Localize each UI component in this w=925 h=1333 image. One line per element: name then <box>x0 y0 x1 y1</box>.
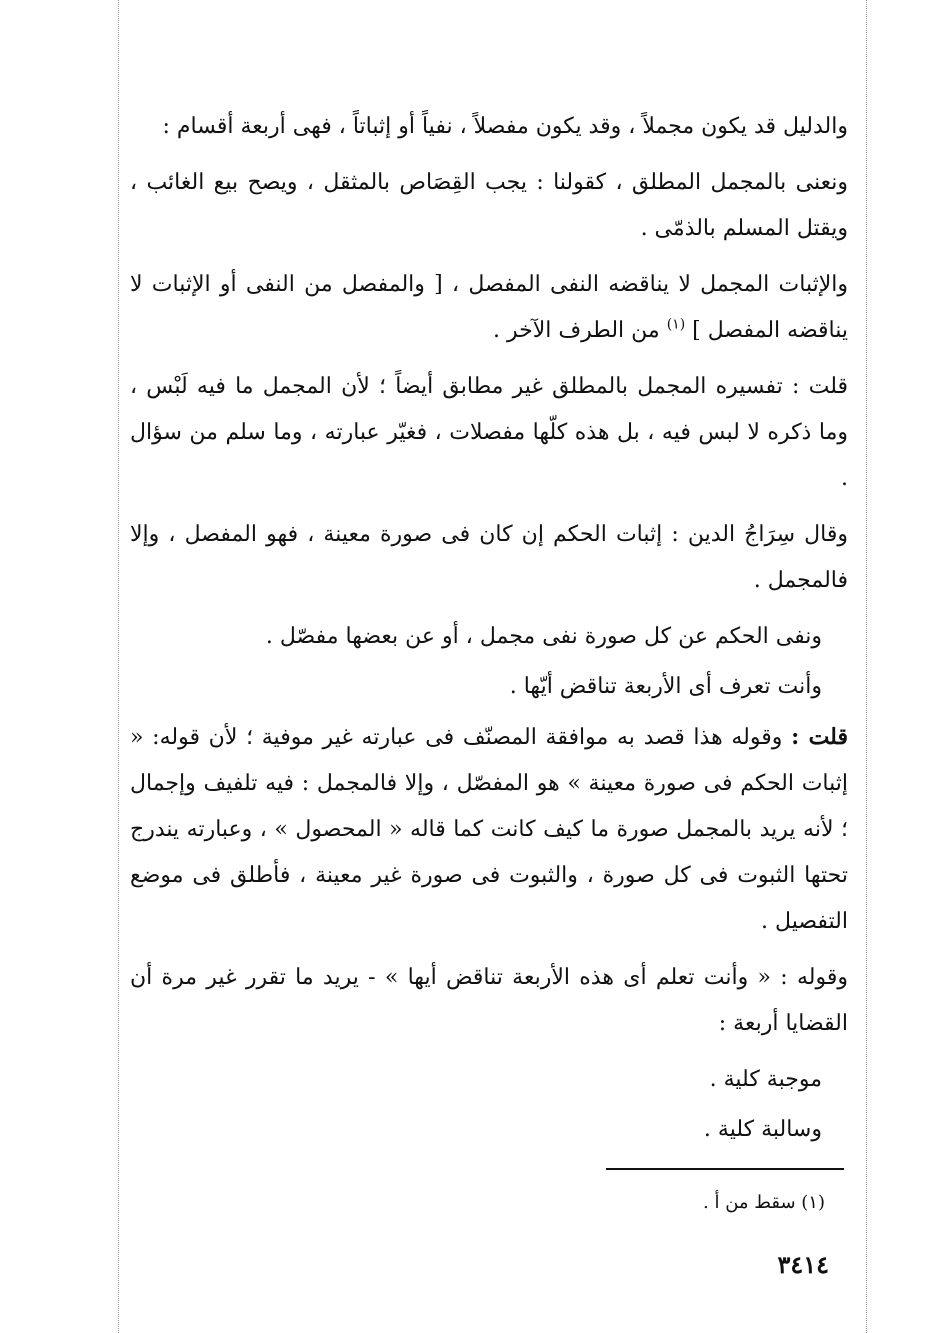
page-number: ٣٤١٤ <box>777 1250 829 1279</box>
paragraph-3-tail: من الطرف الآخر . <box>492 318 660 343</box>
paragraph-7: وأنت تعرف أى الأربعة تناقض أيّها . <box>509 674 822 699</box>
paragraph-6: ونفى الحكم عن كل صورة نفى مجمل ، أو عن بعضها مفصّل . <box>265 624 822 649</box>
qult-label: قلت : <box>791 724 848 750</box>
paragraph-1: والدليل قد يكون مجملاً ، وقد يكون مفصلاً ، نفياً أو إثباتاً ، فهى أربعة أقسام : <box>162 114 848 139</box>
footnote: (١) سقط من أ . <box>703 1192 825 1213</box>
scan-edge-right <box>866 0 867 1333</box>
paragraph-9: وقوله : « وأنت تعلم أى هذه الأربعة تناقض أيها » - يريد ما تقرر غير مرة أن القضايا أربعة : <box>130 965 848 1036</box>
paragraph-3-text: والإثبات المجمل لا يناقضه النفى المفصل ، [ والمفصل من النفى أو الإثبات لا يناقضه المفصل ] <box>130 272 848 343</box>
paragraph-4: قلت : تفسيره المجمل بالمطلق غير مطابق أيضاً ؛ لأن المجمل ما فيه لَبْس ، وما ذكره لا لبس فيه ، بل هذه كلّها مفصلات ، فغيّر عبارته ، وما سلم من سؤال . <box>130 374 848 491</box>
page-body <box>130 104 848 1157</box>
scan-edge-left <box>118 0 119 1333</box>
paragraph-8 <box>130 714 848 945</box>
paragraph-2: ونعنى بالمجمل المطلق ، كقولنا : يجب القِصَاص بالمثقل ، ويصح بيع الغائب ، ويقتل المسلم بالذمّى . <box>130 170 848 241</box>
list-item-1: موجبة كلية . <box>709 1067 822 1092</box>
list-item-2: وسالبة كلية . <box>703 1117 822 1142</box>
paragraph-3 <box>130 262 848 354</box>
paragraph-5: وقال سِرَاجُ الدين : إثبات الحكم إن كان فى صورة معينة ، فهو المفصل ، وإلا فالمجمل . <box>130 522 848 593</box>
footnote-divider <box>606 1168 844 1170</box>
paragraph-8-text: وقوله هذا قصد به موافقة المصنّف فى عبارته غير موفية ؛ لأن قوله: « إثبات الحكم فى صورة معينة » هو المفصّل ، وإلا فالمجمل : فيه تلفيف وإجمال ؛ لأنه يريد بالمجمل صورة ما كيف كانت كما قاله « المحصول » ، وعبارته يندرج تحتها الثبوت فى كل صورة ، والثبوت فى صورة غير معينة ، فأطلق فى موضع التفصيل . <box>130 725 848 934</box>
footnote-reference: (١) <box>666 316 686 333</box>
